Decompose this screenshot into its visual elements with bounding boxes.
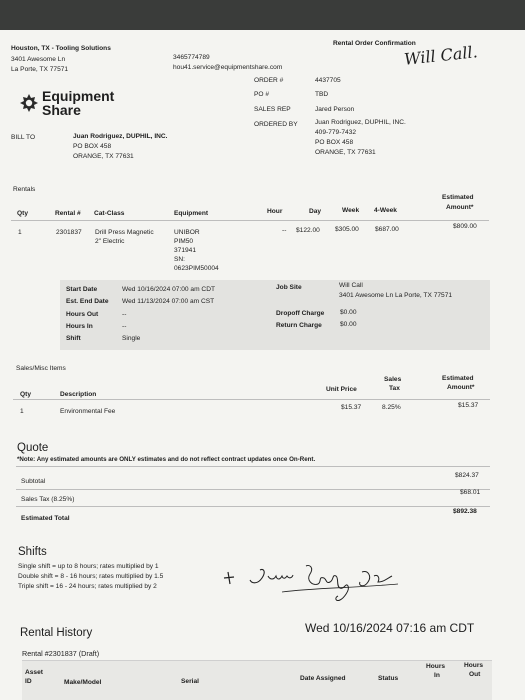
hours-in-value: --: [122, 323, 127, 330]
rental-row-cat-class: Drill Press Magnetic: [95, 229, 154, 236]
sales-tax-header: Sales: [384, 376, 402, 383]
rentals-cat-class-header: Cat-Class: [94, 210, 125, 217]
dropoff-charge-label: Dropoff Charge: [276, 310, 325, 317]
history-hours-in-header-line2: In: [434, 672, 440, 679]
shifts-title: Shifts: [18, 546, 47, 558]
sales-rep-label: SALES REP: [254, 106, 291, 113]
rental-history-subtitle: Rental #2301837 (Draft): [22, 649, 100, 658]
rental-row-cat-class-sub: 2" Electric: [95, 238, 125, 245]
po-label: PO #: [254, 91, 270, 98]
sales-description-header: Description: [60, 391, 97, 398]
subtotal-value: $824.37: [455, 472, 479, 479]
start-date-value: Wed 10/16/2024 07:00 am CDT: [122, 286, 215, 293]
rental-row-day: $122.00: [296, 227, 320, 234]
shift-value: Single: [122, 335, 141, 342]
rental-row-equipment-line: 0623PIM50004: [174, 265, 219, 272]
shift-label: Shift: [66, 335, 81, 342]
divider: [11, 220, 489, 221]
rentals-qty-header: Qty: [17, 210, 28, 217]
bill-to-line: ORANGE, TX 77631: [73, 153, 134, 160]
rentals-four-week-header: 4-Week: [374, 207, 397, 214]
rentals-hour-header: Hour: [267, 208, 283, 215]
rentals-section-title: Rentals: [13, 186, 36, 193]
rental-row-equipment-line: 371941: [174, 247, 197, 254]
dropoff-charge-value: $0.00: [340, 309, 357, 316]
sales-rep-value: Jared Person: [315, 106, 355, 113]
estimated-total-value: $892.38: [453, 508, 477, 515]
rental-row-equipment-line: SN:: [174, 256, 185, 263]
rental-row-number: 2301837: [56, 229, 82, 236]
rental-row-equipment-line: PIM50: [174, 238, 194, 245]
company-phone: 3465774789: [173, 54, 210, 61]
rentals-estimated-header: Estimated: [442, 194, 474, 201]
customer-signature: [222, 562, 404, 606]
history-asset-id-header: ID: [25, 678, 32, 685]
end-date-label: Est. End Date: [66, 298, 109, 305]
bill-to-label: BILL TO: [11, 134, 36, 141]
company-name: Houston, TX - Tooling Solutions: [11, 45, 111, 52]
sales-row-unit-price: $15.37: [341, 404, 362, 411]
sales-row-tax: 8.25%: [382, 404, 401, 411]
history-hours-in-header: Hours: [426, 663, 446, 670]
ordered-by-line: ORANGE, TX 77631: [315, 149, 376, 156]
bill-to-line: PO BOX 458: [73, 143, 112, 150]
divider: [16, 466, 490, 467]
logo-text-line2: Share: [42, 102, 81, 118]
return-charge-label: Return Charge: [276, 322, 322, 329]
history-status-header: Status: [378, 675, 399, 682]
rentals-rental-number-header: Rental #: [55, 210, 81, 217]
divider: [16, 489, 490, 490]
hours-out-value: --: [122, 311, 127, 318]
order-document: [0, 30, 525, 700]
rental-row-hour: --: [282, 227, 287, 234]
order-number: 4437705: [315, 77, 341, 84]
job-site-line2: 3401 Awesome Ln La Porte, TX 77571: [339, 292, 453, 299]
company-email: hou41.service@equipmentshare.com: [173, 64, 283, 71]
sales-row-description: Environmental Fee: [60, 408, 116, 415]
history-date-assigned-header: Date Assigned: [300, 675, 346, 682]
po-value: TBD: [315, 91, 329, 98]
shift-rule: Triple shift = 16 - 24 hours; rates multiplied by 2: [18, 583, 157, 590]
sales-amount-header: Amount*: [447, 384, 475, 391]
rental-history-title: Rental History: [20, 627, 93, 639]
shift-rule: Single shift = up to 8 hours; rates multiplied by 1: [18, 563, 159, 570]
rental-history-datetime: Wed 10/16/2024 07:16 am CDT: [305, 621, 475, 635]
return-charge-value: $0.00: [340, 321, 357, 328]
hours-in-label: Hours In: [66, 323, 93, 330]
estimated-total-label: Estimated Total: [21, 515, 70, 522]
rental-row-amount: $809.00: [453, 223, 477, 230]
ordered-by-label: ORDERED BY: [254, 121, 298, 128]
history-make-model-header: Make/Model: [64, 679, 102, 686]
history-hours-out-header: Hours: [464, 662, 484, 669]
quote-note: *Note: Any estimated amounts are ONLY estimates and do not reflect contract updates once On-Rent.: [17, 456, 316, 463]
shift-rule: Double shift = 8 - 16 hours; rates multiplied by 1.5: [18, 573, 164, 580]
sales-tax-header-line2: Tax: [389, 385, 400, 392]
sales-row-qty: 1: [20, 408, 24, 415]
bill-to-line: Juan Rodriguez, DUPHIL, INC.: [73, 133, 168, 140]
rental-row-qty: 1: [18, 229, 22, 236]
company-address2: La Porte, TX 77571: [11, 66, 69, 73]
hours-out-label: Hours Out: [66, 311, 99, 318]
sales-estimated-header: Estimated: [442, 375, 474, 382]
rentals-day-header: Day: [309, 208, 322, 215]
rentals-equipment-header: Equipment: [174, 210, 209, 217]
job-site-line1: Will Call: [339, 282, 363, 289]
sales-row-amount: $15.37: [458, 402, 479, 409]
end-date-value: Wed 11/13/2024 07:00 am CST: [122, 298, 215, 305]
subtotal-label: Subtotal: [21, 478, 46, 485]
rentals-amount-header: Amount*: [446, 204, 474, 211]
rental-row-equipment-line: UNIBOR: [174, 229, 200, 236]
history-hours-out-header-line2: Out: [469, 671, 481, 678]
ordered-by-line: Juan Rodriguez, DUPHIL, INC.: [315, 119, 406, 126]
sales-qty-header: Qty: [20, 391, 31, 398]
company-address1: 3401 Awesome Ln: [11, 56, 66, 63]
rental-row-four-week: $687.00: [375, 226, 399, 233]
document-title: Rental Order Confirmation: [333, 40, 416, 47]
sales-section-title: Sales/Misc Items: [16, 365, 66, 372]
history-asset-header: Asset: [25, 669, 43, 676]
quote-title: Quote: [17, 442, 49, 454]
history-serial-header: Serial: [181, 678, 199, 685]
sales-unit-price-header: Unit Price: [326, 386, 357, 393]
sales-tax-value: $68.01: [460, 489, 481, 496]
order-number-label: ORDER #: [254, 77, 284, 84]
rentals-week-header: Week: [342, 207, 360, 214]
ordered-by-line: 409-779-7432: [315, 129, 357, 136]
equipmentshare-logo-icon: [18, 92, 40, 114]
sales-tax-label: Sales Tax (8.25%): [21, 496, 75, 503]
start-date-label: Start Date: [66, 286, 98, 293]
handwritten-note: Will Call.: [403, 42, 479, 69]
divider: [13, 399, 490, 400]
job-site-label: Job Site: [276, 284, 302, 291]
rental-row-week: $305.00: [335, 226, 359, 233]
divider: [16, 506, 490, 507]
ordered-by-line: PO BOX 458: [315, 139, 354, 146]
logo-text-line1: Equipment: [42, 88, 115, 104]
